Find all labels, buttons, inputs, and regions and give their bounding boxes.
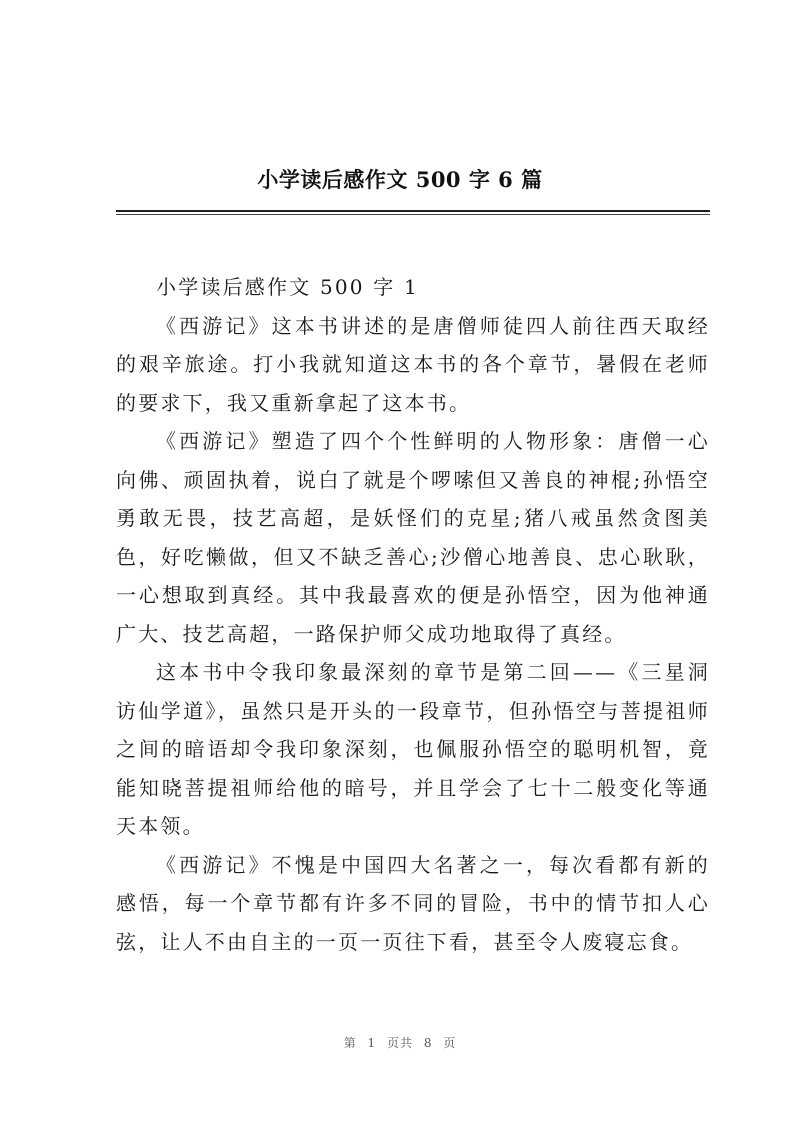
paragraph: 《西游记》这本书讲述的是唐僧师徒四人前往西天取经的艰辛旅途。打小我就知道这本书的各个章节，暑假在老师的要求下，我又重新拿起了这本书。 xyxy=(116,313,710,415)
paragraph: 《西游记》不愧是中国四大名著之一，每次看都有新的感悟，每一个章节都有许多不同的冒险，书中的情节扣人心弦，让人不由自主的一页一页往下看，甚至令人废寝忘食。 xyxy=(116,852,710,954)
title-divider-thin xyxy=(116,214,710,215)
paragraph: 这本书中令我印象最深刻的章节是第二回——《三星洞访仙学道》，虽然只是开头的一段章节，但孙悟空与菩提祖师之间的暗语却令我印象深刻，也佩服孙悟空的聪明机智，竟能知晓菩提祖师给他的暗号，并且学会了七十二般变化等通天本领。 xyxy=(116,660,710,838)
page-number-footer: 第 1 页共 8 页 xyxy=(343,1036,457,1050)
title-divider xyxy=(116,210,710,212)
page-title: 小学读后感作文 500 字 6 篇 xyxy=(257,167,543,192)
article-body xyxy=(116,268,710,961)
section-heading: 小学读后感作文 500 字 1 xyxy=(156,275,419,299)
paragraph: 《西游记》塑造了四个个性鲜明的人物形象：唐僧一心向佛、顽固执着，说白了就是个啰嗦但又善良的神棍;孙悟空勇敢无畏，技艺高超，是妖怪们的克星;猪八戒虽然贪图美色，好吃懒做，但又不缺乏善心;沙僧心地善良、忠心耿耿，一心想取到真经。其中我最喜欢的便是孙悟空，因为他神通广大、技艺高超，一路保护师父成功地取得了真经。 xyxy=(116,429,710,646)
